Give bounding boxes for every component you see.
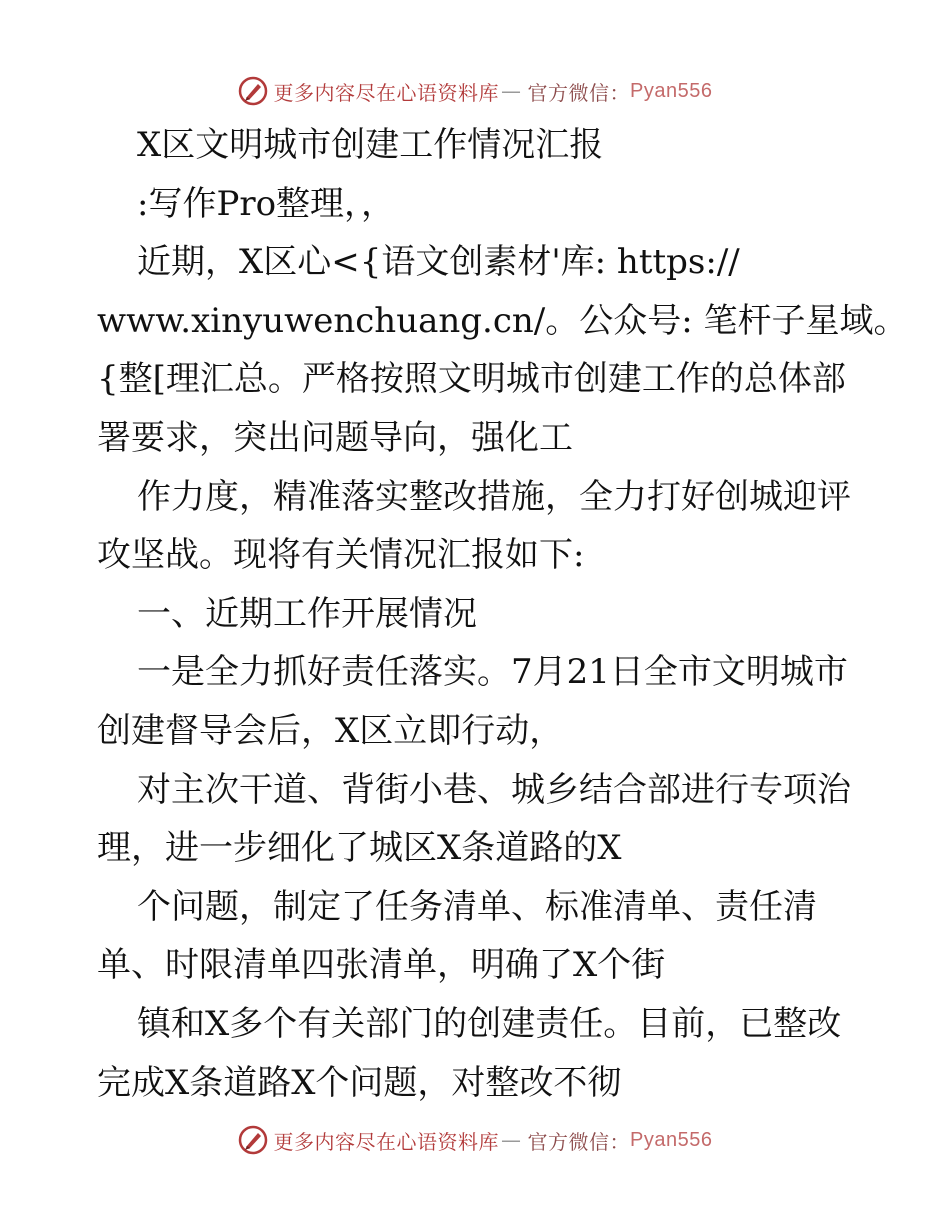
doc-line: 对主次干道、背街小巷、城乡结合部进行专项治 — [137, 769, 851, 810]
section-heading: 一、近期工作开展情况 — [137, 593, 477, 634]
doc-line: 攻坚战。现将有关情况汇报如下: — [97, 535, 585, 576]
doc-line: 近期，X区心<{语文创素材'库: https:// — [137, 242, 740, 283]
doc-line: 理，进一步细化了城区X条道路的X — [97, 828, 622, 869]
pen-logo-icon — [238, 76, 268, 106]
doc-line: :写作Pro整理，， — [137, 183, 396, 224]
doc-line: 作力度，精准落实整改措施，全力打好创城迎评 — [137, 476, 851, 517]
doc-title: X区文明城市创建工作情况汇报 — [137, 125, 604, 165]
document-body — [97, 116, 908, 1112]
watermark-dash: — — [501, 1128, 522, 1152]
doc-line: 完成X条道路X个问题，对整改不彻 — [97, 1062, 622, 1103]
watermark-main-text: 更多内容尽在心语资料库 — [273, 1129, 500, 1154]
doc-line: 署要求，突出问题导向，强化工 — [97, 417, 573, 458]
doc-line: 创建督导会后，X区立即行动， — [97, 710, 564, 751]
doc-line: 镇和X多个有关部门的创建责任。目前，已整改 — [137, 1003, 842, 1044]
watermark-dash: — — [501, 79, 522, 103]
watermark-handle: Pyan556 — [630, 79, 713, 102]
pen-logo-icon — [238, 1125, 268, 1155]
footer-watermark — [0, 1120, 950, 1160]
doc-line: 个问题，制定了任务清单、标准清单、责任清 — [137, 886, 817, 927]
doc-line: 单、时限清单四张清单，明确了X个街 — [97, 945, 666, 986]
header-watermark — [0, 71, 950, 111]
doc-line: {整[理汇总。严格按照文明城市创建工作的总体部 — [97, 359, 846, 400]
watermark-main-text: 更多内容尽在心语资料库 — [273, 80, 500, 105]
watermark-sub-text: 官方微信： — [527, 80, 631, 105]
watermark-sub-text: 官方微信： — [527, 1129, 631, 1154]
doc-line: 一是全力抓好责任落实。7月21日全市文明城市 — [137, 652, 848, 693]
watermark-handle: Pyan556 — [630, 1128, 713, 1151]
doc-line: www.xinyuwenchuang.cn/。公众号: 笔杆子星域。 — [97, 300, 908, 341]
